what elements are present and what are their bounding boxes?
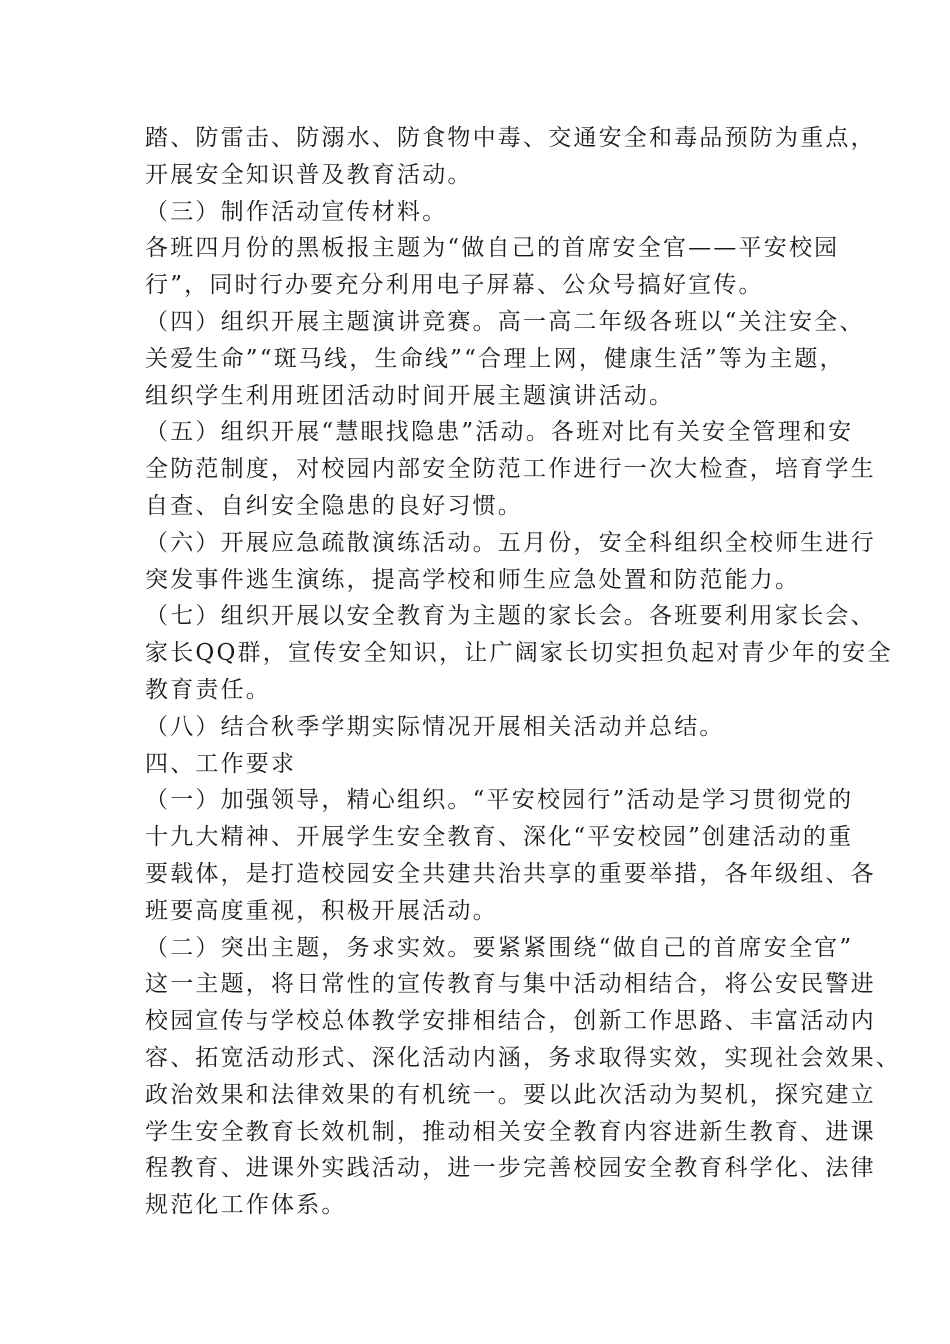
text-line: 十九大精神、开展学生安全教育、深化“平安校园”创建活动的重 — [145, 824, 854, 851]
document-body — [145, 120, 901, 1224]
text-line: 行”，同时行办要充分利用电子屏幕、公众号搞好宣传。 — [145, 272, 764, 299]
text-line: 家长QQ群，宣传安全知识，让广阔家长切实担负起对青少年的安全 — [145, 640, 893, 667]
text-line: （八）结合秋季学期实际情况开展相关活动并总结。 — [145, 713, 725, 740]
section-heading: 四、工作要求 — [145, 750, 297, 777]
text-line: 这一主题，将日常性的宣传教育与集中活动相结合，将公安民警进 — [145, 971, 876, 998]
text-line: 容、拓宽活动形式、深化活动内涵，务求取得实效，实现社会效果、 — [145, 1044, 901, 1071]
text-line: 要载体，是打造校园安全共建共治共享的重要举措，各年级组、各 — [145, 860, 876, 887]
text-line: 踏、防雷击、防溺水、防食物中毒、交通安全和毒品预防为重点， — [145, 125, 876, 151]
text-line: 班要高度重视，积极开展活动。 — [145, 897, 498, 924]
text-line: （六）开展应急疏散演练活动。五月份，安全科组织全校师生进行 — [145, 529, 876, 556]
text-line: 关爱生命”“斑马线，生命线”“合理上网，健康生活”等为主题， — [145, 345, 845, 372]
text-line: （四）组织开展主题演讲竞赛。高一高二年级各班以“关注安全、 — [145, 308, 865, 335]
text-line: 程教育、进课外实践活动，进一步完善校园安全教育科学化、法律 — [145, 1155, 876, 1182]
text-line: 规范化工作体系。 — [145, 1192, 347, 1219]
text-line: 教育责任。 — [145, 676, 271, 703]
text-line: 全防范制度，对校园内部安全防范工作进行一次大检查，培育学生 — [145, 456, 876, 483]
text-line: 组织学生利用班团活动时间开展主题演讲活动。 — [145, 382, 675, 409]
text-line: （一）加强领导，精心组织。“平安校园行”活动是学习贯彻党的 — [145, 787, 854, 814]
text-line: （二）突出主题，务求实效。要紧紧围绕“做自己的首席安全官” — [145, 934, 854, 961]
text-line: 自查、自纠安全隐患的良好习惯。 — [145, 492, 523, 519]
text-line: 学生安全教育长效机制，推动相关安全教育内容进新生教育、进课 — [145, 1118, 876, 1145]
text-line: （五）组织开展“慧眼找隐患”活动。各班对比有关安全管理和安 — [145, 419, 854, 446]
text-line: （七）组织开展以安全教育为主题的家长会。各班要利用家长会、 — [145, 603, 876, 630]
section-heading: （三）制作活动宣传材料。 — [145, 198, 448, 225]
text-line: 校园宣传与学校总体教学安排相结合，创新工作思路、丰富活动内 — [145, 1008, 876, 1035]
text-line: 开展安全知识普及教育活动。 — [145, 161, 473, 188]
text-line: 突发事件逃生演练，提高学校和师生应急处置和防范能力。 — [145, 566, 801, 593]
text-line: 政治效果和法律效果的有机统一。要以此次活动为契机，探究建立 — [145, 1081, 876, 1108]
text-line: 各班四月份的黑板报主题为“做自己的首席安全官——平安校园 — [145, 235, 840, 262]
